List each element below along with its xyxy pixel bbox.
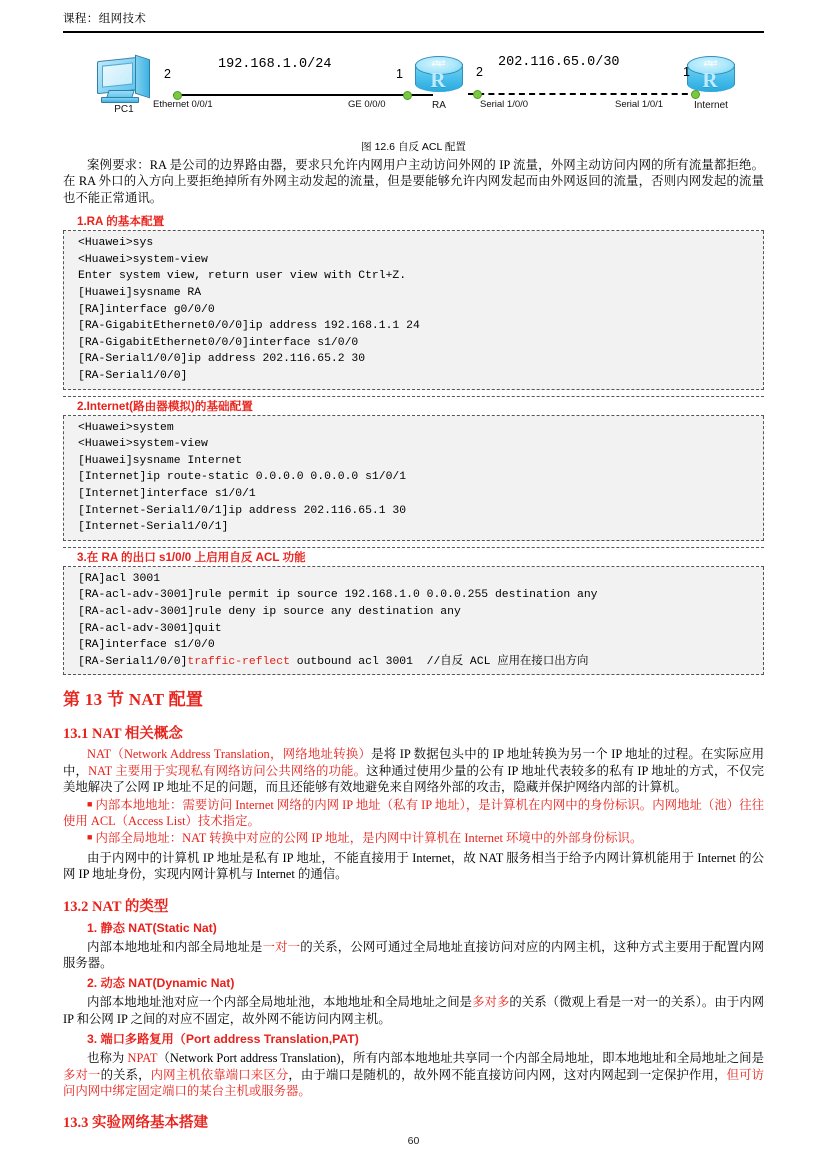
nat-bullet-inside-local bbox=[63, 796, 764, 830]
section-title-13: 第 13 节 NAT 配置 bbox=[63, 690, 204, 710]
code-heading-ra-basic: 1.RA 的基本配置 bbox=[63, 212, 764, 231]
network-label-wan: 202.116.65.0/30 bbox=[498, 55, 620, 70]
nat-type-static-desc bbox=[63, 939, 764, 972]
code-line: [RA-acl-adv-3001]rule permit ip source 192.168.1.0 0.0.0.255 destination any bbox=[78, 589, 598, 602]
node-dot-ge0-0-0 bbox=[403, 91, 412, 100]
nat-bullet-inside-global bbox=[63, 829, 764, 846]
subsection-title-13-1: 13.1 NAT 相关概念 bbox=[63, 726, 183, 743]
figure-caption: 图 12.6 自反 ACL 配置 bbox=[361, 141, 466, 153]
iface-name-serial1-0-0: Serial 1/0/0 bbox=[480, 99, 529, 110]
code-line: [Huawei]sysname RA bbox=[78, 287, 202, 299]
iface-name-ge0-0-0: GE 0/0/0 bbox=[348, 99, 386, 110]
dynamic-text-a: 内部本地地址池对应一个内部全局地址池，本地地址和全局地址之间是 bbox=[87, 995, 473, 1010]
link-pc-to-ra bbox=[173, 94, 433, 96]
code-line: [RA]interface s1/0/0 bbox=[78, 639, 215, 652]
iface-number-ge0-0-0: 1 bbox=[396, 67, 403, 81]
nat-text-tail: 这种通过使用少量的公有 IP 地址代表较多的私有 IP 地址的方式，不仅完美地解决了公网 IP 地址不足的问题，而且还能够有效地避免来自网络外部的攻击，隐藏并保护网络内部的计算机。 bbox=[63, 763, 764, 795]
pat-npat-red: NPAT bbox=[127, 1051, 158, 1066]
code-line: <Huawei>system-view bbox=[78, 438, 208, 451]
nat-type-pat-desc bbox=[63, 1050, 764, 1099]
code-heading-reflexive-acl: 3.在 RA 的出口 s1/0/0 上启用自反 ACL 功能 bbox=[63, 547, 764, 567]
code-line: [RA-acl-adv-3001]rule deny ip source any destination any bbox=[78, 605, 461, 618]
code-block-ra-basic bbox=[63, 231, 764, 389]
iface-number-eth0-0-1: 2 bbox=[164, 67, 171, 81]
nat-summary-paragraph: 由于内网中的计算机 IP 地址是私有 IP 地址，不能直接用于 Internet，故 NAT 服务相当于给予内网计算机能用于 Internet 的公网 IP 地址身份，实现内网计算机与 Internet 的通信。 bbox=[63, 850, 764, 882]
pat-access-red: 但可访问内网中绑定固定端口的某台主机或服务器。 bbox=[63, 1067, 765, 1098]
device-pc1 bbox=[95, 57, 153, 115]
code-line: [Internet]interface s1/0/1 bbox=[78, 487, 256, 500]
code-line: [Internet-Serial1/0/1]ip address 202.116.65.1 30 bbox=[78, 504, 407, 517]
pat-text-c: 的关系， bbox=[100, 1067, 151, 1082]
header-divider bbox=[63, 31, 764, 33]
dynamic-text-b: 的关系（微观上看是一对一的关系）。由于内网 IP 和公网 IP 之间的对应不固定，故外网不能访问内网主机。 bbox=[63, 995, 765, 1026]
node-dot-serial1-0-0 bbox=[473, 90, 482, 99]
pat-text-a: 也称为 bbox=[87, 1051, 128, 1066]
code-line: <Huawei>sys bbox=[78, 237, 154, 250]
nat-type-dynamic-title: 2. 动态 NAT(Dynamic Nat) bbox=[87, 976, 235, 991]
square-bullet-icon: ■ bbox=[87, 832, 93, 843]
code-line: [RA-GigabitEthernet0/0/0]interface s1/0/0 bbox=[78, 336, 359, 349]
page-footer bbox=[0, 1135, 827, 1147]
pat-text-d: ，由于端口是随机的，故外网不能直接访问内网，这对内网起到一定保护作用， bbox=[288, 1067, 727, 1082]
pat-port-red: 内网主机依靠端口来区分 bbox=[150, 1067, 289, 1082]
code-line: [RA]interface g0/0/0 bbox=[78, 303, 215, 316]
course-title: 课程：组网技术 bbox=[63, 13, 147, 25]
subsection-title-13-3: 13.3 实验网络基本搭建 bbox=[63, 1115, 208, 1132]
code-line: [RA-acl-adv-3001]quit bbox=[78, 622, 222, 635]
static-text-a: 内部本地地址和内部全局地址是 bbox=[87, 939, 263, 954]
case-requirement-paragraph: 案例要求：RA 是公司的边界路由器，要求只允许内网用户主动访问外网的 IP 流量，外网主动访问内网的所有流量都拒绝。在 RA 外口的入方向上要拒绝掉所有外网主动发起的流量，但是要能够允许内网发起而由外网返回的流量，否则内网发起的流量也不能正常通讯。 bbox=[63, 158, 764, 205]
code-line: [Internet-Serial1/0/1] bbox=[78, 521, 229, 534]
nat-term-red: NAT（Network Address Translation，网络地址转换） bbox=[87, 747, 372, 762]
nat-type-static-title: 1. 静态 NAT(Static Nat) bbox=[87, 920, 217, 935]
code-line: [Internet]ip route-static 0.0.0.0 0.0.0.0 s1/0/1 bbox=[78, 471, 407, 484]
code-prompt: [RA-Serial1/0/0] bbox=[78, 655, 188, 668]
device-internet bbox=[685, 55, 737, 111]
iface-name-serial1-0-1: Serial 1/0/1 bbox=[615, 99, 664, 110]
code-line: <Huawei>system bbox=[78, 421, 174, 434]
nat-purpose-red: NAT 主要用于实现私有网络访问公共网络的功能。 bbox=[88, 763, 367, 778]
code-line: <Huawei>system-view bbox=[78, 253, 208, 266]
network-topology-diagram bbox=[63, 47, 764, 137]
code-line: [RA-Serial1/0/0]ip address 202.116.65.2 30 bbox=[78, 353, 366, 366]
square-bullet-icon: ■ bbox=[87, 798, 93, 809]
iface-name-eth0-0-1: Ethernet 0/0/1 bbox=[153, 99, 213, 110]
code-line: [RA-GigabitEthernet0/0/0]ip address 192.168.1.1 24 bbox=[78, 320, 420, 333]
device-label-pc1: PC1 bbox=[114, 104, 134, 115]
router-icon bbox=[413, 55, 465, 99]
router-arrows-icon: ⇄⇄ bbox=[431, 59, 445, 69]
iface-number-serial1-0-1: 1 bbox=[683, 65, 690, 79]
code-line: [RA-Serial1/0/0] bbox=[78, 369, 188, 382]
page-number: 60 bbox=[407, 1135, 420, 1147]
static-relation-red: 一对一 bbox=[262, 939, 301, 954]
code-line: [RA]acl 3001 bbox=[78, 572, 161, 585]
page-header bbox=[63, 0, 764, 26]
iface-number-serial1-0-0: 2 bbox=[476, 65, 483, 79]
code-line: [Huawei]sysname Internet bbox=[78, 454, 243, 467]
code-rest: outbound acl 3001 //自反 ACL 应用在接口出方向 bbox=[289, 655, 589, 668]
nat-text-mid: 是将 IP 数据包头中的 IP 地址转换为另一个 IP 地址的过程。在实际应用中， bbox=[63, 747, 764, 778]
code-block-internet-basic bbox=[63, 416, 764, 541]
router-letter: R bbox=[430, 68, 446, 92]
nat-type-pat-title: 3. 端口多路复用（Port address Translation,PAT) bbox=[87, 1032, 359, 1047]
device-ra bbox=[413, 55, 465, 111]
nat-bullet-text: 内部全局地址：NAT 转换中对应的公网 IP 地址，是内网中计算机在 Internet 环境中的外部身份标识。 bbox=[95, 831, 643, 846]
router-letter: R bbox=[702, 68, 718, 92]
code-keyword-traffic-reflect: traffic-reflect bbox=[187, 655, 290, 668]
pc-icon bbox=[95, 57, 153, 103]
subsection-title-13-2: 13.2 NAT 的类型 bbox=[63, 898, 169, 915]
code-heading-internet-basic: 2.Internet(路由器模拟)的基础配置 bbox=[63, 396, 764, 416]
code-block-reflexive-acl bbox=[63, 567, 764, 676]
pat-text-b: （Network Port address Translation)，所有内部本地地址共享同一个内部全局地址，即本地地址和全局地址之间是 bbox=[157, 1051, 764, 1066]
node-dot-serial1-0-1 bbox=[691, 90, 700, 99]
device-label-internet: Internet bbox=[694, 100, 728, 111]
network-label-lan: 192.168.1.0/24 bbox=[218, 57, 332, 72]
dynamic-relation-red: 多对多 bbox=[472, 995, 510, 1010]
router-arrows-icon: ⇄⇄ bbox=[703, 59, 717, 69]
link-ra-to-internet bbox=[468, 93, 698, 95]
nat-type-dynamic-desc bbox=[63, 994, 764, 1027]
pat-relation-red: 多对一 bbox=[63, 1067, 101, 1082]
nat-concept-paragraph bbox=[63, 746, 764, 795]
device-label-ra: RA bbox=[432, 100, 446, 111]
nat-bullet-text: 内部本地地址：需要访问 Internet 网络的内网 IP 地址（私有 IP 地址），是计算机在内网中的身份标识。内网地址（池）往往使用 ACL（Access List）技术指定。 bbox=[63, 797, 765, 828]
code-line-traffic-reflect bbox=[78, 654, 763, 671]
static-text-b: 的关系，公网可通过全局地址直接访问对应的内网主机，这种方式主要用于配置内网服务器。 bbox=[63, 939, 765, 970]
code-line: Enter system view, return user view with Ctrl+Z. bbox=[78, 270, 407, 283]
